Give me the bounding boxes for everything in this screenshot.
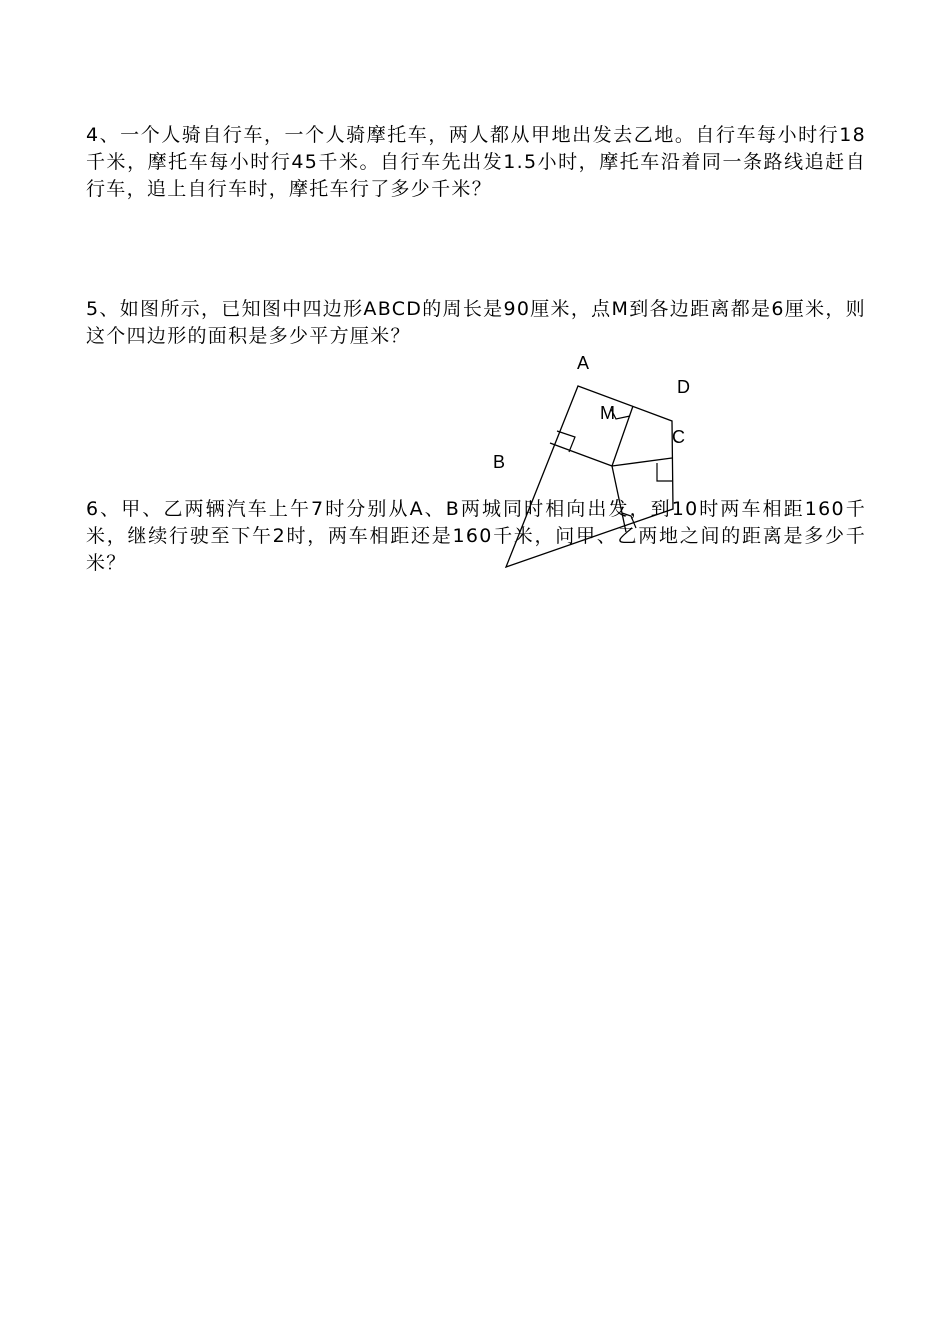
vertex-label-c: C [672, 427, 685, 447]
perpendicular-dc [612, 458, 672, 466]
right-angle-mark-dc [657, 463, 672, 481]
perpendicular-ab [550, 443, 612, 466]
problem-6: 6、甲、乙两辆汽车上午7时分别从A、B两城同时相向出发，到10时两车相距160千米，继续行驶至下午2时，两车相距还是160千米，问甲、乙两地之间的距离是多少千米？ [86, 498, 866, 574]
problem-4: 4、一个人骑自行车，一个人骑摩托车，两人都从甲地出发去乙地。自行车每小时行18千米，摩托车每小时行45千米。自行车先出发1.5小时，摩托车沿着同一条路线追赶自行车，追上自行车时，摩托车行了多少千米？ [86, 124, 866, 200]
problem-5: 5、如图所示，已知图中四边形ABCD的周长是90厘米，点M到各边距离都是6厘米，则这个四边形的面积是多少平方厘米？ [86, 298, 866, 347]
point-label-m: M [600, 403, 615, 423]
vertex-label-a: A [577, 353, 590, 373]
vertex-label-b: B [493, 452, 506, 472]
perpendicular-ad [612, 406, 633, 466]
vertex-label-d: D [677, 377, 690, 397]
